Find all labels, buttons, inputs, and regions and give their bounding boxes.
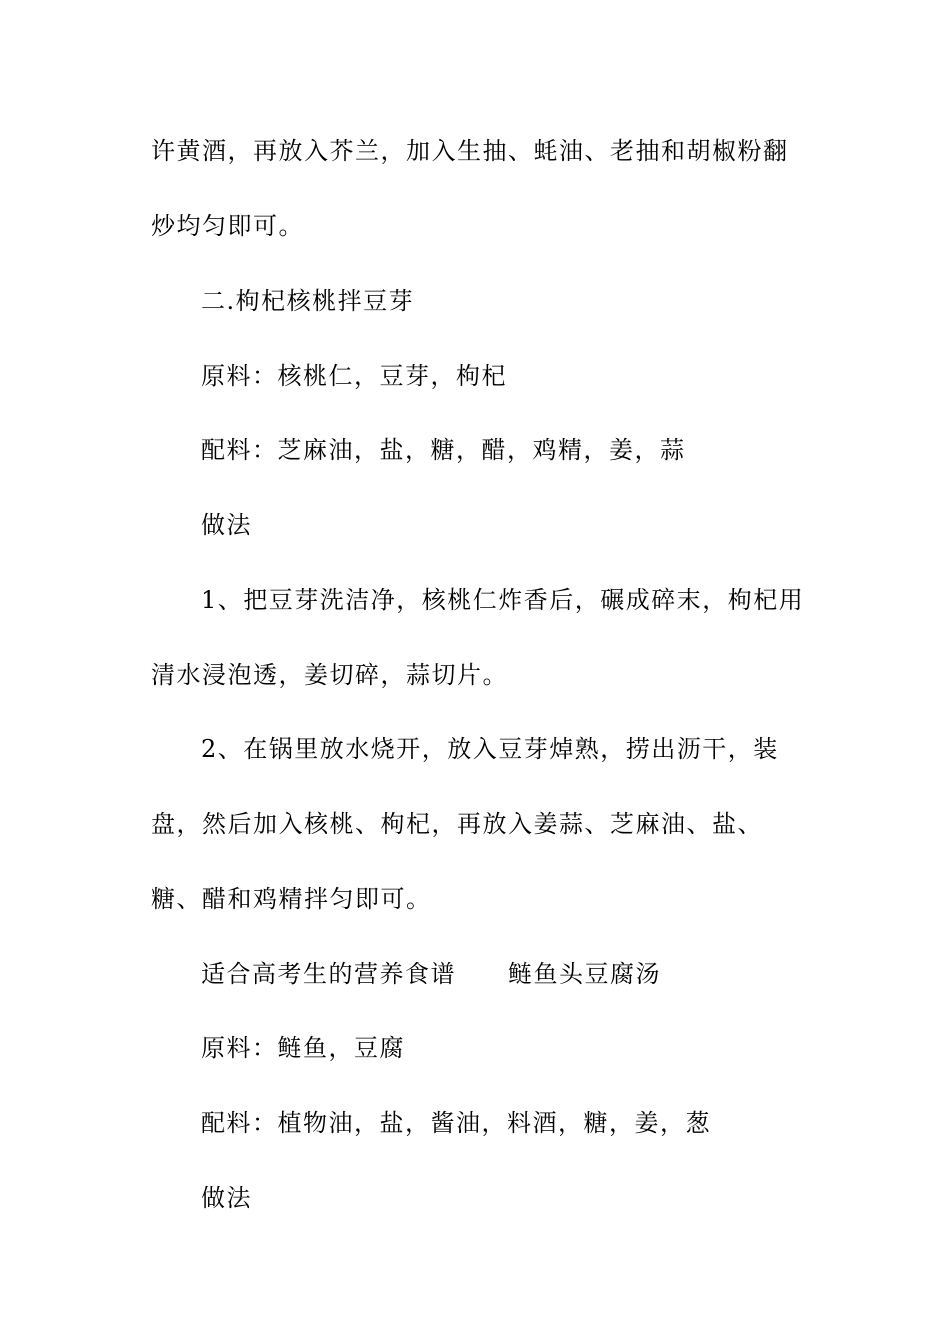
step-text-line: 糖、醋和鸡精拌匀即可。: [151, 885, 432, 913]
recipe-category-title: 适合高考生的营养食谱: [201, 960, 456, 988]
step-text-line: 2、在锅里放水烧开，放入豆芽焯熟，捞出沥干，装: [201, 735, 779, 763]
ingredients-line: 原料：核桃仁，豆芽，枸杞: [201, 362, 507, 390]
method-heading: 做法: [201, 1184, 252, 1212]
seasonings-line: 配料：植物油，盐，酱油，料酒，糖，姜，葱: [201, 1109, 711, 1137]
step-text-line: 1、把豆芽洗洁净，核桃仁炸香后，碾成碎末，枸杞用: [201, 586, 805, 614]
section-heading: 二.枸杞核桃拌豆芽: [201, 287, 415, 315]
body-text-line: 炒均匀即可。: [151, 212, 304, 240]
recipe-title-line: [201, 959, 661, 989]
body-text-line: 许黄酒，再放入芥兰，加入生抽、蚝油、老抽和胡椒粉翻: [151, 137, 789, 165]
step-text-line: 清水浸泡透，姜切碎，蒜切片。: [151, 661, 508, 689]
recipe-name-title: 鲢鱼头豆腐汤: [508, 960, 661, 988]
seasonings-line: 配料：芝麻油，盐，糖，醋，鸡精，姜，蒜: [201, 436, 686, 464]
step-text-line: 盘，然后加入核桃、枸杞，再放入姜蒜、芝麻油、盐、: [151, 810, 763, 838]
method-heading: 做法: [201, 511, 252, 539]
ingredients-line: 原料：鲢鱼，豆腐: [201, 1034, 405, 1062]
